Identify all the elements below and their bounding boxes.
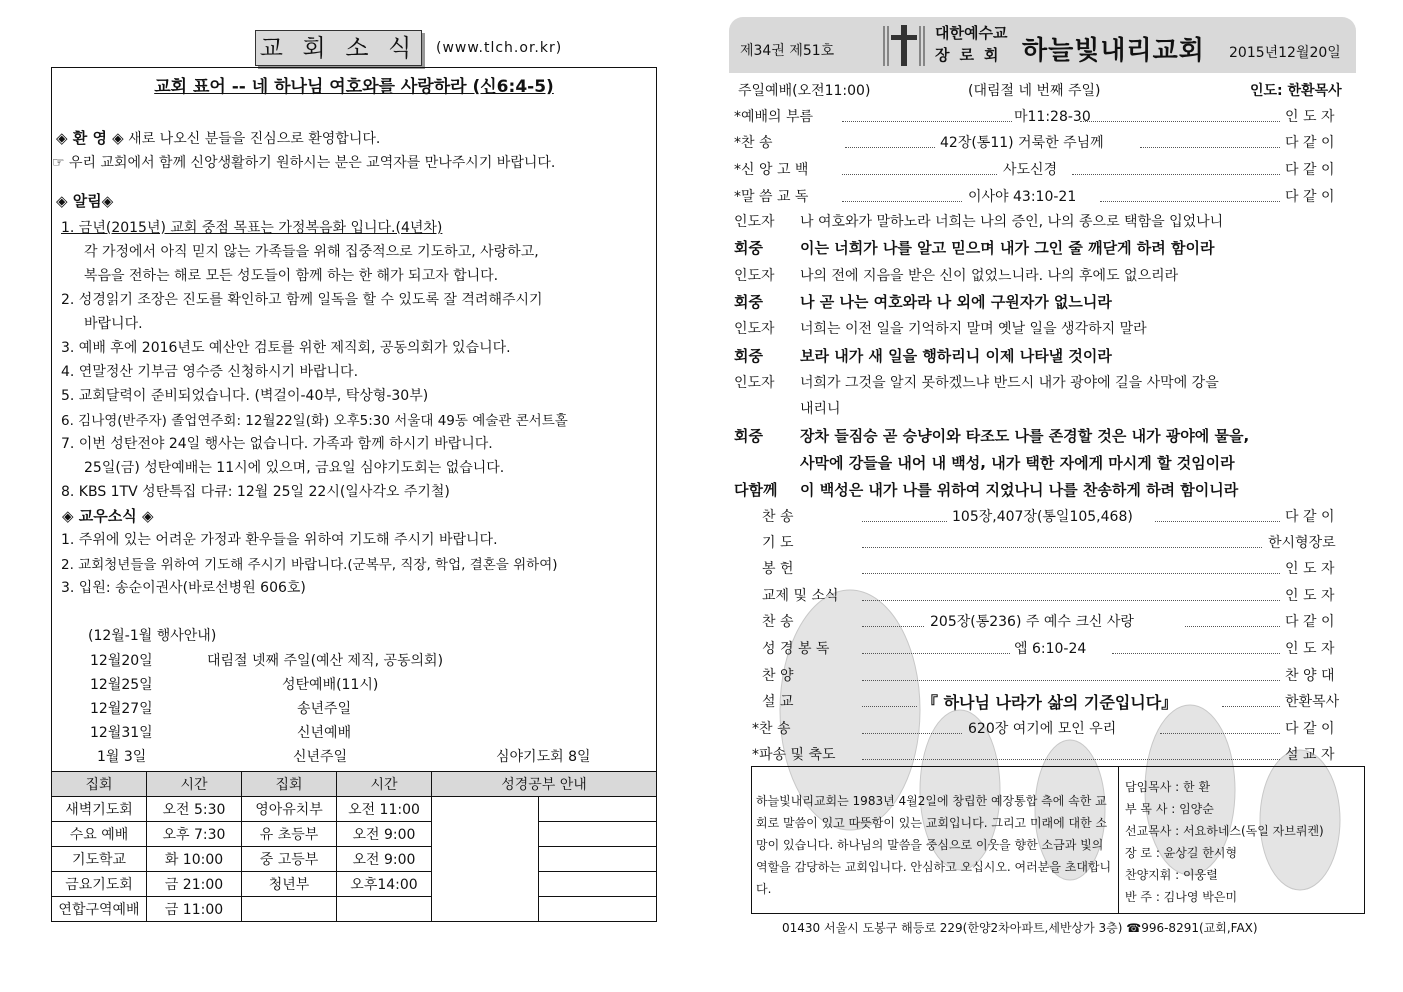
responsive-role: 회중 [734,293,763,311]
responsive-text: 나의 전에 지음을 받은 신이 없었느니라. 나의 후에도 없으리라 [800,268,1179,284]
event-date-3: 12월27일 [90,701,153,717]
order-who-benediction: 설 교 자 [1285,747,1335,763]
notice-heading: ◈ 알림◈ [56,192,114,210]
bible-study-cell [539,847,657,872]
order-content-hymn-4: 620장 여기에 모인 우리 [968,721,1117,737]
leader-dots [1155,521,1280,522]
welcome-text: 새로 나오신 분들을 진심으로 환영합니다. [128,131,381,147]
order-item-prayer: 기 도 [762,535,794,551]
order-who-reading: 다 같 이 [1285,189,1335,205]
event-date-5: 1월 3일 [97,749,147,765]
table-cell: 오후14:00 [337,872,432,897]
col-header-bible-study: 성경공부 안내 [432,772,657,797]
responsive-text: 내리니 [800,401,841,417]
order-item-hymn-3: 찬 송 [762,614,794,630]
bible-study-cell [539,897,657,922]
table-cell: 유 초등부 [242,822,337,847]
responsive-role: 회중 [734,427,763,445]
table-cell: 오후 7:30 [147,822,242,847]
order-item-fellowship: 교제 및 소식 [762,588,839,604]
service-leader: 인도: 한환목사 [1250,83,1342,99]
order-who-hymn-3: 다 같 이 [1285,614,1335,630]
responsive-role: 회중 [734,347,763,365]
church-motto [51,72,657,97]
church-name: 하늘빛내리교회 [1022,36,1205,66]
table-cell: 수요 예배 [52,822,147,847]
leader-dots [1185,626,1280,627]
order-item-offering: 봉 헌 [762,561,794,577]
responsive-role: 인도자 [734,321,775,337]
leader-dots [842,121,1012,122]
leader-dots [862,733,962,734]
table-cell: 청년부 [242,872,337,897]
leader-dots [1080,121,1280,122]
members-news-2: 2. 교회청년들을 위하여 기도해 주시기 바랍니다.(군복무, 직장, 학업, 결혼을 위하여) [61,557,558,573]
leader-dots [845,147,935,148]
order-who-sermon: 한환목사 [1285,694,1340,710]
notice-5: 5. 교회달력이 준비되었습니다. (벽걸이-40부, 탁상형-30부) [61,388,429,404]
responsive-role: 다함께 [734,481,778,499]
table-cell: 금요기도회 [52,872,147,897]
table-cell: 금 11:00 [147,897,242,922]
order-item-benediction: *파송 및 축도 [752,747,836,763]
col-header-time: 시간 [147,772,242,797]
responsive-text: 이는 너희가 나를 알고 믿으며 내가 그인 줄 깨닫게 하려 함이라 [800,239,1215,257]
table-row [52,847,657,872]
leader-dots [842,201,962,202]
table-row [52,822,657,847]
order-content-reading: 이사야 43:10-21 [968,189,1077,205]
meeting-schedule-table [51,771,657,922]
order-who-offering: 인 도 자 [1285,561,1335,577]
responsive-text: 너희가 그것을 알지 못하겠느냐 반드시 내가 광야에 길을 사막에 강을 [800,375,1219,391]
leader-dots [862,573,1280,574]
order-who-anthem: 찬 양 대 [1285,668,1335,684]
volume-number: 제34권 제51호 [740,43,835,59]
responsive-role: 인도자 [734,268,775,284]
order-item-hymn-4: *찬 송 [752,721,791,737]
event-date-4: 12월31일 [90,725,153,741]
denomination-line-1: 대한예수교 [935,24,1008,42]
notice-6: 6. 김나영(반주자) 졸업연주회: 12월22일(화) 오후5:30 서울대 49동 예술관 콘서트홀 [61,413,568,429]
leader-dots [1100,201,1280,202]
bible-study-cell [432,797,539,922]
table-cell [337,897,432,922]
table-cell: 화 10:00 [147,847,242,872]
page-title: 교 회 소 식 [255,30,422,66]
responsive-text: 사막에 강들을 내어 내 백성, 내가 택한 자에게 마시게 할 것임이라 [800,454,1235,472]
order-item-hymn-1: *찬 송 [734,135,773,151]
event-date-1: 12월20일 [90,653,153,669]
order-who-hymn-1: 다 같 이 [1285,135,1335,151]
col-header-meeting-2: 집회 [242,772,337,797]
members-news-heading: ◈ 교우소식 ◈ [62,507,154,525]
events-heading: (12월-1월 행사안내) [88,628,217,644]
church-url[interactable]: (www.tlch.or.kr) [436,40,563,56]
table-cell: 오전 9:00 [337,822,432,847]
leader-dots [862,759,1280,760]
table-row [52,797,657,822]
notice-1: 1. 금년(2015년) 교회 중점 목표는 가정복음화 입니다.(4년차) [61,220,443,236]
leader-dots [842,174,997,175]
order-who-creed: 다 같 이 [1285,162,1335,178]
responsive-text: 나 곧 나는 여호와라 나 외에 구원자가 없느니라 [800,293,1112,311]
order-who-hymn-2: 다 같 이 [1285,509,1335,525]
leader-dots [1072,174,1280,175]
staff-line: 반 주 : 김나영 박은미 [1125,890,1238,904]
service-subtitle: (대림절 네 번째 주일) [968,83,1101,99]
responsive-text: 나 여호와가 말하노라 너희는 나의 증인, 나의 종으로 택함을 입었나니 [800,214,1224,230]
leader-dots [1112,653,1280,654]
staff-line: 장 로 : 윤상길 한시형 [1125,846,1238,860]
members-news-3: 3. 입원: 송순이권사(바로선병원 606호) [61,580,306,596]
leader-dots [862,626,924,627]
leader-dots [1222,706,1280,707]
order-content-scripture: 엡 6:10-24 [1014,641,1087,657]
notice-2-line2: 바랍니다. [84,316,143,332]
order-item-anthem: 찬 양 [762,668,794,684]
welcome-heading: ◈ 환 영 ◈ [56,129,124,147]
order-item-sermon: 설 교 [762,694,794,710]
responsive-text: 장차 들짐승 곧 승냥이와 타조도 나를 존경할 것은 내가 광야에 물을, [800,427,1250,445]
bible-study-cell [539,797,657,822]
table-cell: 오전 9:00 [337,847,432,872]
table-cell: 영아유치부 [242,797,337,822]
staff-line: 부 목 사 : 임양순 [1125,802,1214,816]
table-cell: 오전 5:30 [147,797,242,822]
leader-dots [862,521,947,522]
responsive-role: 인도자 [734,375,775,391]
leader-dots [862,547,1262,548]
event-desc-3: 송년주일 [297,701,352,717]
col-header-meeting: 집회 [52,772,147,797]
responsive-text: 이 백성은 내가 나를 위하여 지었나니 나를 찬송하게 하려 함이니라 [800,481,1239,499]
staff-line: 담임목사 : 한 환 [1125,780,1211,794]
responsive-role: 회중 [734,239,763,257]
church-introduction: 하늘빛내리교회는 1983년 4월2일에 창립한 예장통합 측에 속한 교회로 말씀이 있고 따뜻함이 있는 교회입니다. 그리고 미래에 대한 소망이 있습니다. 하나님의 말씀을 중심으로 이웃을 향한 소금과 빛의 역할을 감당하는 교회입니다. 안심하고 오십시오. 여러분을 초대합니다. [756,794,1112,896]
table-cell [242,897,337,922]
sermon-title: 『 하나님 나라가 삶의 기준입니다』 [922,693,1178,712]
order-who-prayer: 한시형장로 [1268,535,1336,551]
leader-dots [1160,733,1280,734]
col-header-time-2: 시간 [337,772,432,797]
notice-8: 8. KBS 1TV 성탄특집 다큐: 12월 25일 22시(일사각오 주기철) [61,484,450,500]
order-content-creed: 사도신경 [1003,162,1058,178]
order-who-hymn-4: 다 같 이 [1285,721,1335,737]
leader-dots [1140,147,1280,148]
event-date-2: 12월25일 [90,677,153,693]
leader-dots [862,653,1010,654]
bible-study-cell [539,872,657,897]
leader-dots [862,680,1280,681]
order-item-reading: *말 씀 교 독 [734,189,809,205]
info-divider [1118,766,1119,914]
leader-dots [862,600,1280,601]
welcome-text-2: ☞ 우리 교회에서 함께 신앙생활하기 원하시는 분은 교역자를 만나주시기 바랍니다. [52,155,556,171]
table-cell: 금 21:00 [147,872,242,897]
table-cell: 중 고등부 [242,847,337,872]
motto-text: 교회 표어 -- 네 하나님 여호와를 사랑하라 (신6:4-5) [154,77,554,97]
bulletin-date: 2015년12월20일 [1229,45,1341,61]
church-address: 01430 서울시 도봉구 해등로 229(한양2차아파트,세반상가 3층) ☎996-8291(교회,FAX) [782,921,1258,935]
table-cell: 오전 11:00 [337,797,432,822]
notice-1-line2: 각 가정에서 아직 믿지 않는 가족들을 위해 집중적으로 기도하고, 사랑하고, [84,244,539,260]
order-content-hymn-2: 105장,407장(통일105,468) [952,509,1133,525]
order-content-hymn-1: 42장(통11) 거룩한 주님께 [940,135,1104,151]
event-desc-1: 대림절 넷째 주일(예산 제직, 공동의회) [207,653,444,669]
leader-dots [862,706,917,707]
denomination-line-2: 장로회 [935,46,1009,64]
event-desc-4: 신년예배 [297,725,352,741]
bible-study-cell [539,822,657,847]
staff-line: 선교목사 : 서요하네스(독일 자브뤼켄) [1125,824,1324,838]
order-item-call: *예배의 부름 [734,109,814,125]
order-content-call: 마11:28-30 [1014,109,1091,125]
notice-2: 2. 성경읽기 조장은 진도를 확인하고 함께 일독을 할 수 있도록 잘 격려해주시기 [61,292,543,308]
event-desc-2: 성탄예배(11시) [282,677,379,693]
table-cell: 기도학교 [52,847,147,872]
order-item-creed: *신 앙 고 백 [734,162,809,178]
order-content-hymn-3: 205장(통236) 주 예수 크신 사랑 [930,614,1134,630]
table-cell: 새벽기도회 [52,797,147,822]
notice-4: 4. 연말정산 기부금 영수증 신청하시기 바랍니다. [61,364,359,380]
cross-logo-icon [882,22,926,68]
table-row [52,872,657,897]
event-desc-5: 신년주일 [293,749,348,765]
table-cell: 연합구역예배 [52,897,147,922]
responsive-text: 너희는 이전 일을 기억하지 말며 옛날 일을 생각하지 말라 [800,321,1147,337]
order-who-fellowship: 인 도 자 [1285,588,1335,604]
order-item-hymn-2: 찬 송 [762,509,794,525]
notice-1-line3: 복음을 전하는 해로 모든 성도들이 함께 하는 한 해가 되고자 합니다. [84,268,499,284]
order-who-scripture: 인 도 자 [1285,641,1335,657]
event-extra: 심야기도회 8일 [496,749,591,765]
order-who-call: 인 도 자 [1285,109,1335,125]
table-row [52,897,657,922]
welcome-section [56,127,380,148]
notice-7-line2: 25일(금) 성탄예배는 11시에 있으며, 금요일 심야기도회는 없습니다. [84,460,505,476]
notice-3: 3. 예배 후에 2016년도 예산안 검토를 위한 제직회, 공동의회가 있습니다. [61,340,511,356]
staff-line: 찬양지휘 : 이웅렬 [1125,868,1218,882]
responsive-role: 인도자 [734,214,775,230]
notice-7: 7. 이번 성탄전야 24일 행사는 없습니다. 가족과 함께 하시기 바랍니다. [61,436,493,452]
responsive-text: 보라 내가 새 일을 행하리니 이제 나타낼 것이라 [800,347,1112,365]
order-item-scripture: 성 경 봉 독 [762,641,830,657]
members-news-1: 1. 주위에 있는 어려운 가정과 환우들을 위하여 기도해 주시기 바랍니다. [61,532,498,548]
service-title: 주일예배(오전11:00) [738,83,871,99]
